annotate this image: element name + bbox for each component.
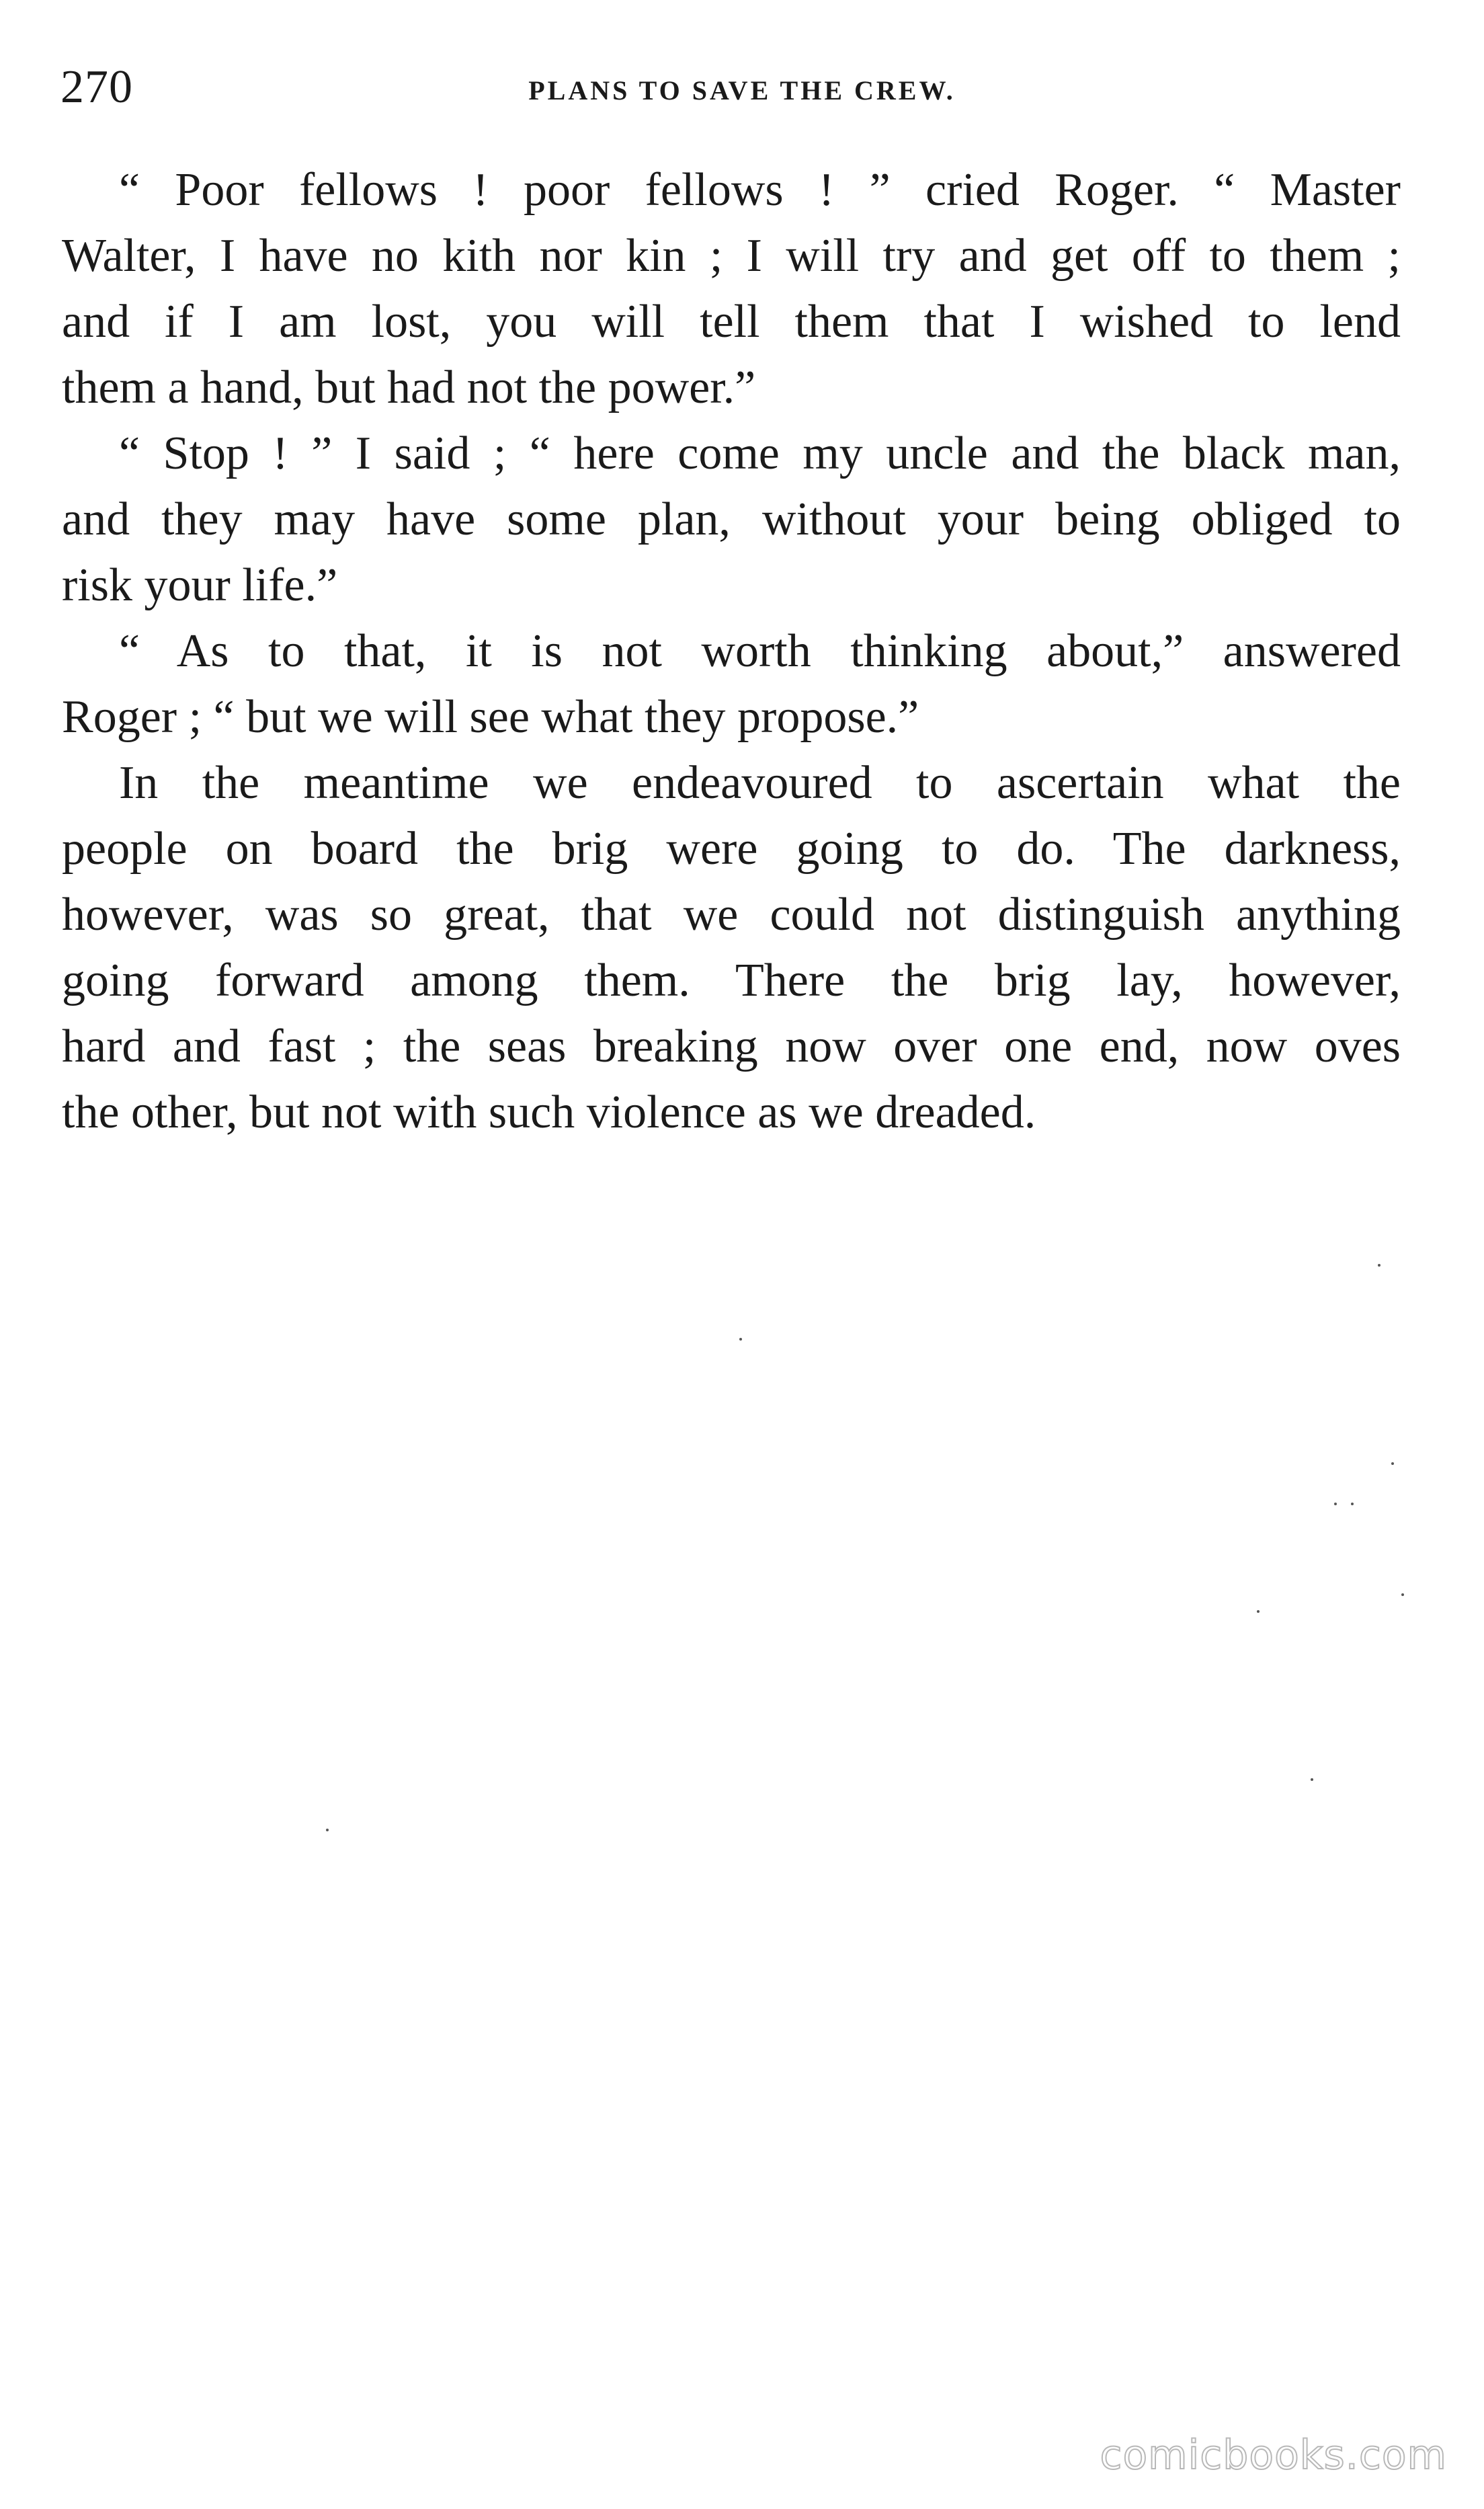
print-speck xyxy=(1378,1264,1380,1267)
text-line: them a hand, but had not the power.” xyxy=(62,362,756,413)
print-speck xyxy=(1334,1503,1337,1505)
text-line: “ Stop ! ” I said ; “ here come my uncle and the black man, xyxy=(119,428,1401,479)
print-speck xyxy=(1401,1593,1404,1596)
text-line: Walter, I have no kith nor kin ; I will try and get off to them ; xyxy=(62,230,1401,282)
text-line: the other, but not with such violence as we dreaded. xyxy=(62,1086,1036,1138)
print-speck xyxy=(1257,1610,1260,1613)
text-line: In the meantime we endeavoured to ascertain what the xyxy=(119,757,1401,809)
print-speck xyxy=(1311,1778,1313,1781)
text-line: going forward among them. There the brig lay, however, xyxy=(62,955,1401,1006)
text-line: and if I am lost, you will tell them that I wished to lend xyxy=(62,296,1401,348)
text-line: people on board the brig were going to do. The darkness, xyxy=(62,823,1401,875)
print-speck xyxy=(739,1338,742,1341)
running-head: PLANS TO SAVE THE CREW. xyxy=(528,75,956,106)
page-number: 270 xyxy=(60,61,133,113)
body-text xyxy=(62,157,1401,1146)
text-line: however, was so great, that we could not distinguish anything xyxy=(62,889,1401,941)
text-line: risk your life.” xyxy=(62,559,338,611)
text-line: Roger ; “ but we will see what they propose.” xyxy=(62,691,919,743)
watermark-logo: comicbooks.com xyxy=(1100,2432,1447,2479)
text-line: “ As to that, it is not worth thinking about,” answered xyxy=(119,625,1401,677)
print-speck xyxy=(1391,1462,1394,1465)
text-line: and they may have some plan, without your being obliged to xyxy=(62,493,1401,545)
text-line: “ Poor fellows ! poor fellows ! ” cried Roger. “ Master xyxy=(119,164,1401,216)
print-speck xyxy=(1351,1503,1354,1505)
text-line: hard and fast ; the seas breaking now over one end, now oves xyxy=(62,1021,1401,1072)
print-speck xyxy=(326,1829,329,1831)
